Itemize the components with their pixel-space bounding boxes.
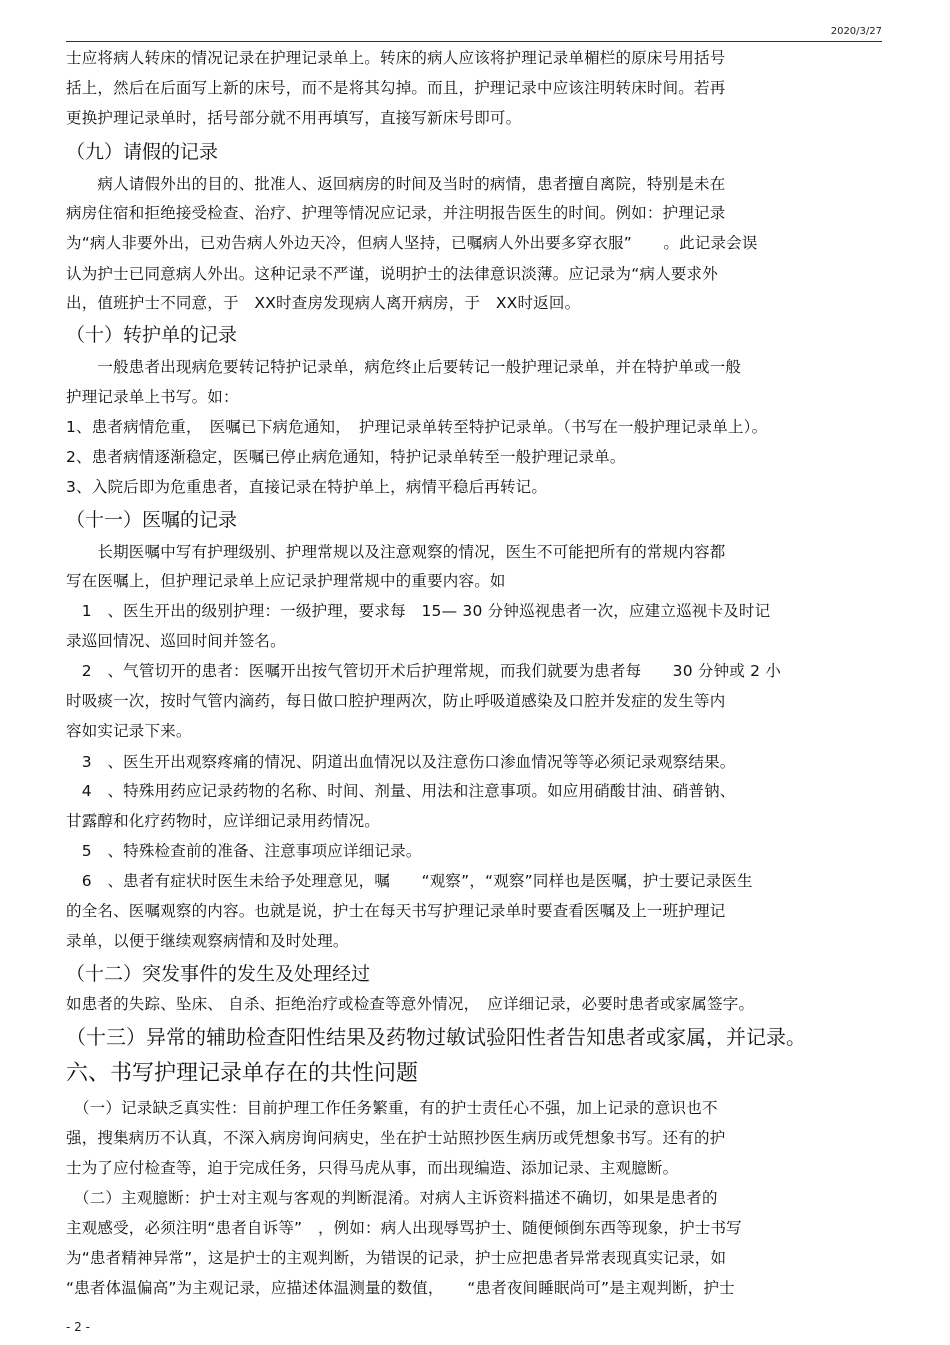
- text-line: 5 、特殊检查前的准备、注意事项应详细记录。: [66, 842, 422, 860]
- text-line: 强，搜集病历不认真，不深入病房询问病史，坐在护士站照抄医生病历或凭想象书写。还有的护: [66, 1129, 726, 1147]
- text-line: 录单，以便于继续观察病情和及时处理。: [66, 932, 349, 950]
- header-rule: [66, 41, 882, 42]
- text-line: 护理记录单上书写。如：: [66, 388, 239, 406]
- text-line: 4 、特殊用药应记录药物的名称、时间、剂量、用法和注意事项。如应用硝酸甘油、硝普钠、: [66, 782, 736, 800]
- text-line: 士为了应付检查等，迫于完成任务，只得马虎从事，而出现编造、添加记录、主观臆断。: [66, 1159, 679, 1177]
- text-line: 病房住宿和拒绝接受检查、治疗、护理等情况应记录，并注明报告医生的时间。例如：护理记录: [66, 204, 726, 222]
- text-line: 主观感受，必须注明“患者自诉等” ，例如：病人出现辱骂护士、随便倾倒东西等现象，护士书写: [66, 1219, 742, 1237]
- text-line: 2 、气管切开的患者：医嘱开出按气管切开术后护理常规，而我们就要为患者每 30 分钟或 2 小: [66, 662, 782, 680]
- text-line: 括上，然后在后面写上新的床号，而不是将其勾掉。而且，护理记录中应该注明转床时间。若再: [66, 79, 726, 97]
- text-line: 士应将病人转床的情况记录在护理记录单上。转床的病人应该将护理记录单楣栏的原床号用括号: [66, 49, 726, 67]
- section-heading: （十三）异常的辅助检查阳性结果及药物过敏试验阳性者告知患者或家属，并记录。: [66, 1025, 806, 1049]
- text-line: 长期医嘱中写有护理级别、护理常规以及注意观察的情况，医生不可能把所有的常规内容都: [66, 543, 726, 561]
- text-line: 出，值班护士不同意，于 XX时查房发现病人离开病房，于 XX时返回。: [66, 294, 581, 312]
- section-heading: 六、书写护理记录单存在的共性问题: [66, 1061, 419, 1086]
- section-heading: （九）请假的记录: [66, 141, 219, 163]
- text-line: 容如实记录下来。: [66, 722, 192, 740]
- section-heading: （十二）突发事件的发生及处理经过: [66, 963, 371, 985]
- page-number: - 2 -: [66, 1320, 90, 1334]
- section-heading: （十）转护单的记录: [66, 324, 238, 346]
- text-line: “患者体温偏高”为主观记录，应描述体温测量的数值， “患者夜间睡眠尚可”是主观判断，护士: [66, 1279, 735, 1297]
- text-line: 甘露醇和化疗药物时，应详细记录用药情况。: [66, 812, 381, 830]
- text-line: （一）记录缺乏真实性：目前护理工作任务繁重，有的护士责任心不强，加上记录的意识也不: [66, 1099, 718, 1117]
- text-line: 更换护理记录单时，括号部分就不用再填写，直接写新床号即可。: [66, 109, 522, 127]
- text-line: 3 、医生开出观察疼痛的情况、阴道出血情况以及注意伤口渗血情况等等必须记录观察结果。: [66, 753, 736, 771]
- text-line: （二）主观臆断：护士对主观与客观的判断混淆。对病人主诉资料描述不确切，如果是患者的: [66, 1189, 718, 1207]
- text-line: 6 、患者有症状时医生未给予处理意见，嘱 “观察”，“观察”同样也是医嘱，护士要记录医生: [66, 872, 753, 890]
- text-line: 2、患者病情逐渐稳定，医嘱已停止病危通知，特护记录单转至一般护理记录单。: [66, 448, 626, 466]
- text-line: 为“病人非要外出，已劝告病人外边天冷，但病人坚持，已嘱病人外出要多穿衣服” 。此记录会误: [66, 234, 758, 252]
- text-line: 写在医嘱上，但护理记录单上应记录护理常规中的重要内容。如: [66, 572, 506, 590]
- text-line: 病人请假外出的目的、批准人、返回病房的时间及当时的病情，患者擅自离院，特别是未在: [66, 175, 726, 193]
- text-line: 的全名、医嘱观察的内容。也就是说，护士在每天书写护理记录单时要查看医嘱及上一班护理记: [66, 902, 726, 920]
- text-line: 1 、医生开出的级别护理：一级护理，要求每 15— 30 分钟巡视患者一次，应建立巡视卡及时记: [66, 602, 771, 620]
- text-line: 3、入院后即为危重患者，直接记录在特护单上，病情平稳后再转记。: [66, 478, 548, 496]
- text-line: 时吸痰一次，按时气管内滴药，每日做口腔护理两次，防止呼吸道感染及口腔并发症的发生等内: [66, 692, 726, 710]
- text-line: 如患者的失踪、坠床、 自杀、拒绝治疗或检查等意外情况， 应详细记录，必要时患者或家属签字。: [66, 995, 755, 1013]
- header-date: 2020/3/27: [830, 26, 882, 37]
- text-line: 1、患者病情危重， 医嘱已下病危通知， 护理记录单转至特护记录单。（书写在一般护理记录单上）。: [66, 418, 768, 436]
- section-heading: （十一）医嘱的记录: [66, 509, 238, 531]
- text-line: 为“患者精神异常”，这是护士的主观判断，为错误的记录，护士应把患者异常表现真实记录，如: [66, 1249, 727, 1267]
- text-line: 录巡回情况、巡回时间并签名。: [66, 632, 286, 650]
- text-line: 一般患者出现病危要转记特护记录单，病危终止后要转记一般护理记录单，并在特护单或一般: [66, 358, 742, 376]
- text-line: 认为护士已同意病人外出。这种记录不严谨，说明护士的法律意识淡薄。应记录为“病人要求外: [66, 265, 718, 283]
